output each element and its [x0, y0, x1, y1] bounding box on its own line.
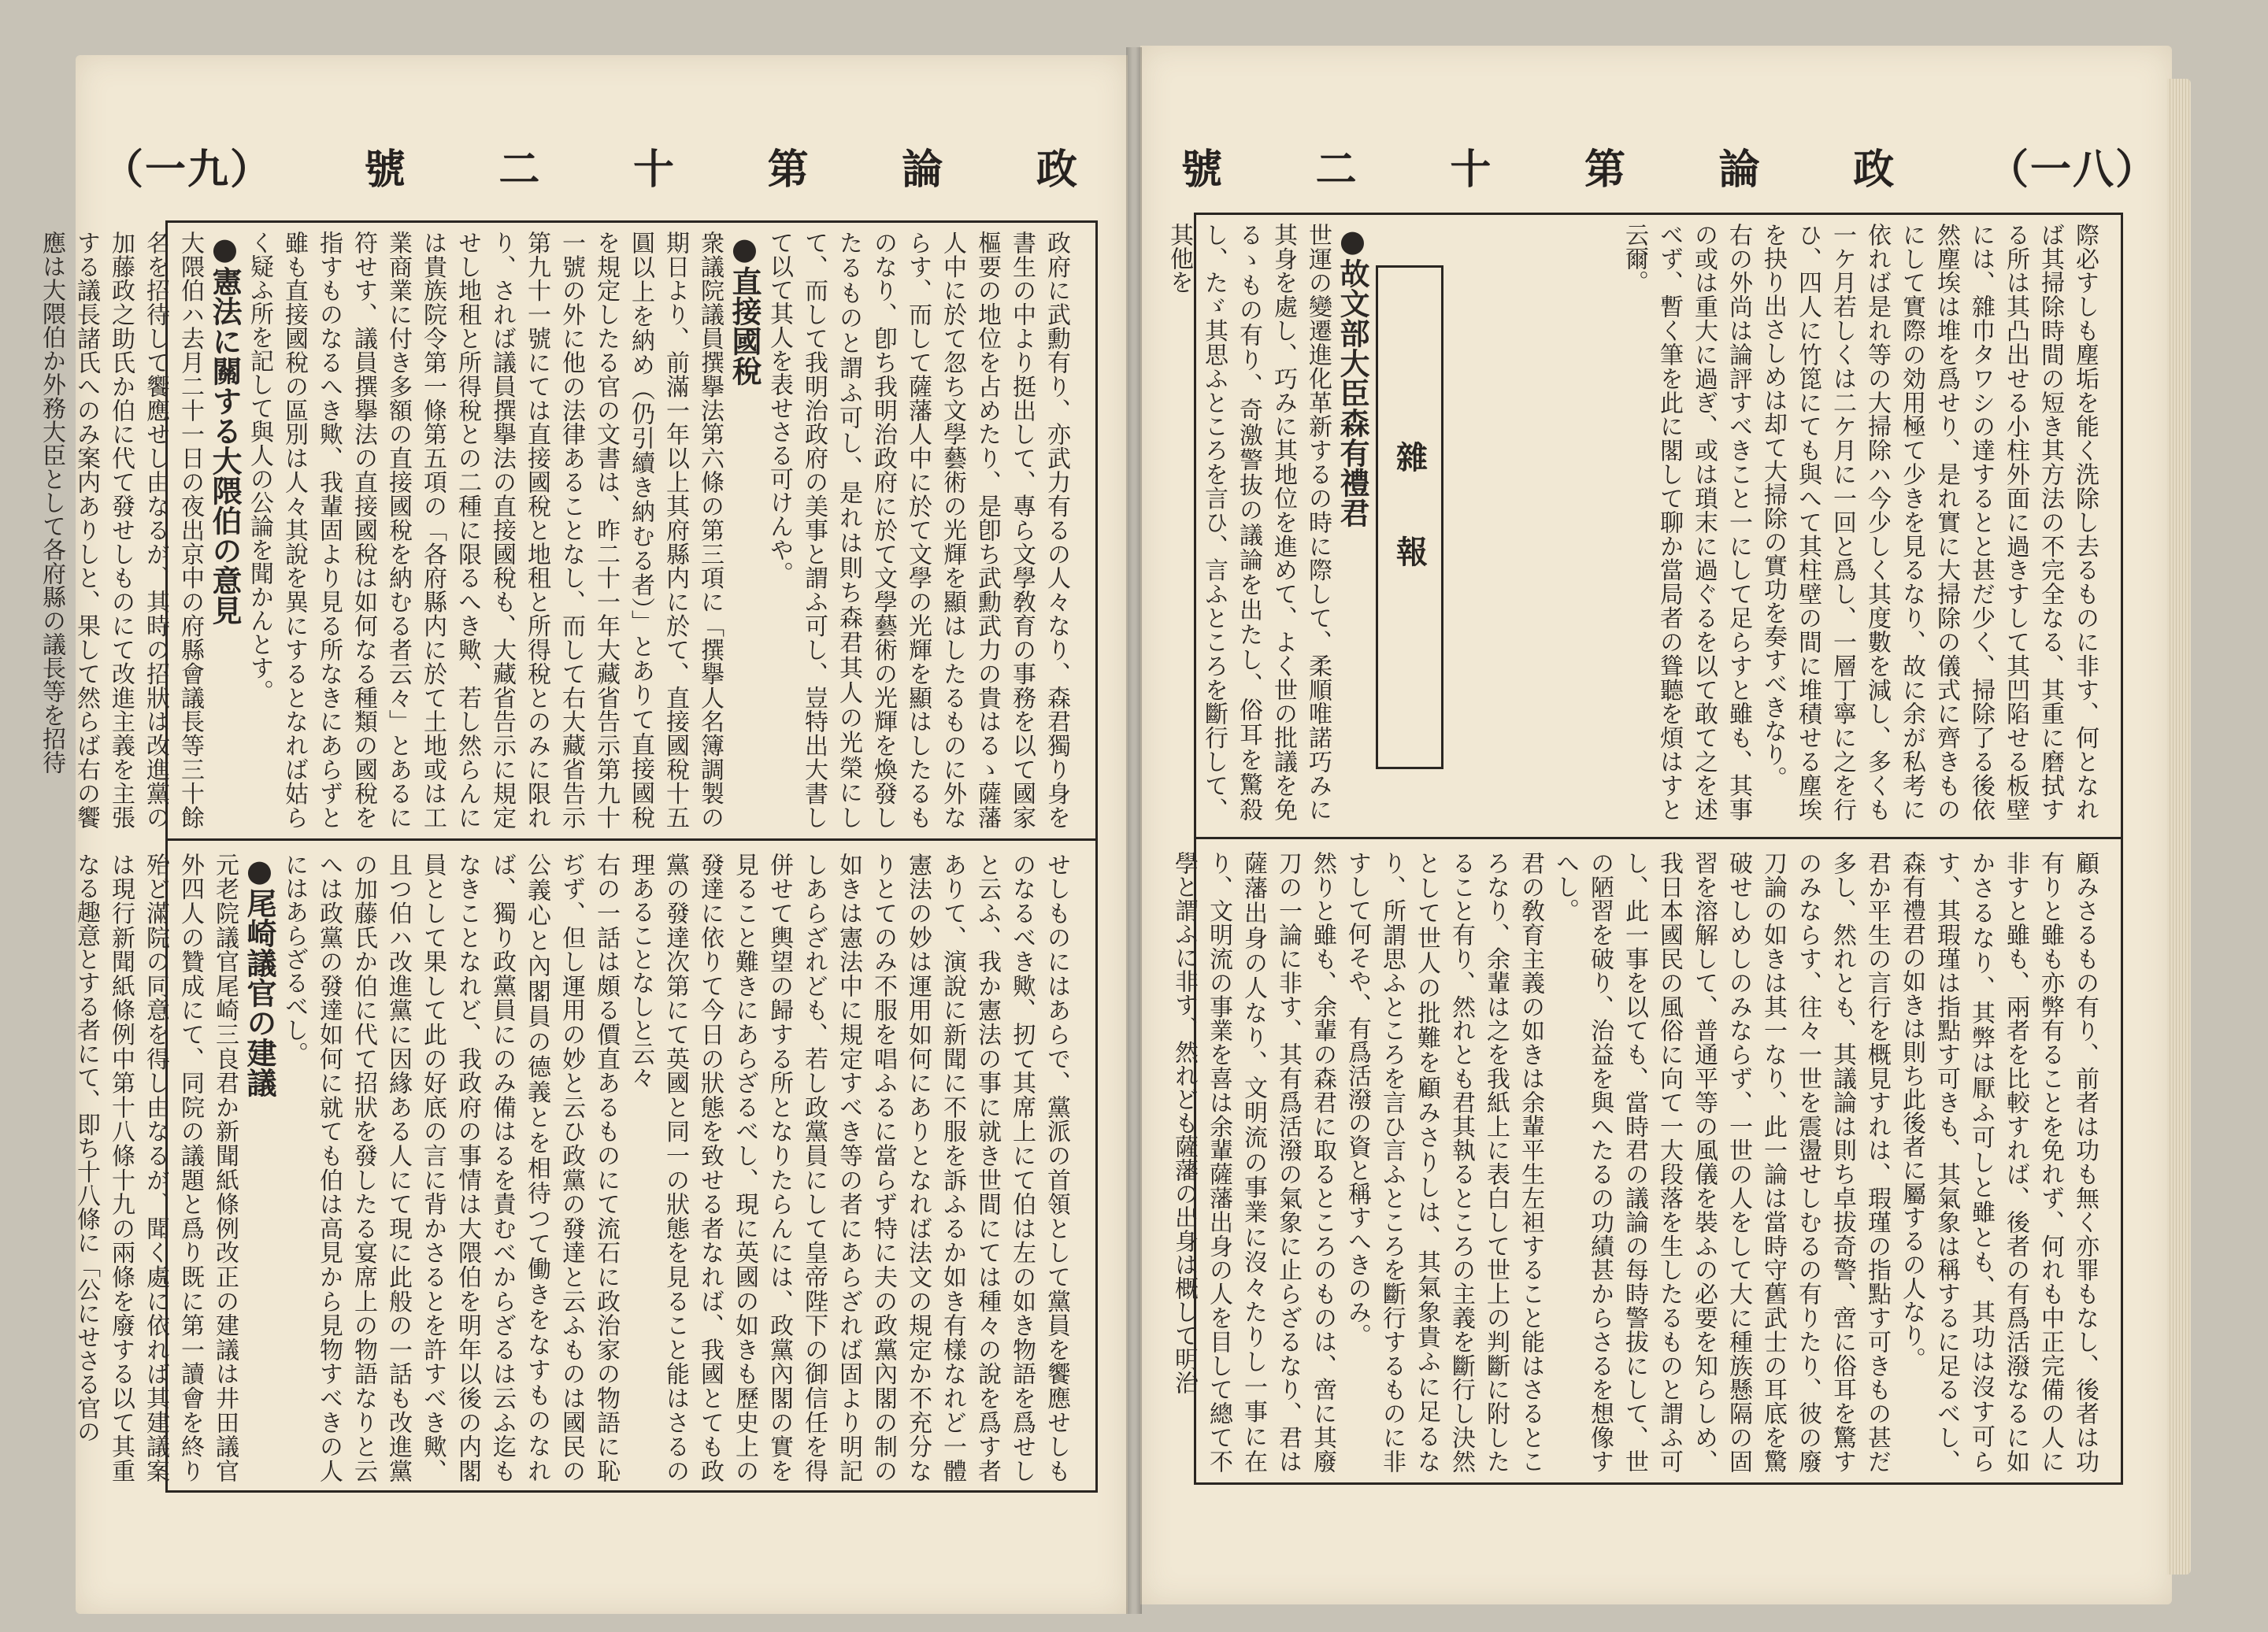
section-divider	[168, 838, 1095, 841]
header-char: 第	[1584, 145, 1627, 194]
section-divider	[1196, 837, 2121, 839]
page-number: （一九）	[102, 145, 273, 194]
left-bottom-column	[72, 853, 1073, 1482]
page-number: （一八）	[1987, 145, 2158, 194]
paragraph: 然りと雖も、余輩の森君に取るところのものは、啻に其廢刀の一論に非す、其有爲活潑の氣象に止らざるなり、君は薩藩出身の人なり、文明流の事業に沒々たりし一事に在り、文明流の事業を喜は余輩薩藩出身の人を目して總て不學と謂ふに非す、然れども薩藩の出身は概して明治	[1170, 851, 1336, 1474]
header-char: 十	[1450, 145, 1493, 194]
article-body: 衆議院議員撰擧法第六條の第三項に「撰擧人名簿調製の期日より、前滿一年以上其府縣内に於て、直接國稅十五圓以上を納め（仍引續き納むる者）」とありて直接國稅を規定したる官の文書は、昨二十一年大藏省告示第九十一號の外に他の法律あることなし、而して右大藏省告示第九十一號にては直接國稅と地租と所得稅とのみに限れり、されば議員撰擧法の直接國稅も、大藏省告示に規定せし地租と所得稅との二種に限るへき歟、若し然らんには貴族院令第一條第五項の「各府縣内に於て土地或は工業商業に付き多額の直接國稅を納むる者云々」とあるに符せす、議員撰擧法の直接國稅は如何なる種類の國稅を指すものなるへき歟、我輩固より見る所なきにあらずと雖も直接國稅の區別は人々其說を異にするとなれば姑らく疑ふ所を記して與人の公論を聞かんとす。	[246, 231, 724, 829]
header-char: 二	[498, 145, 542, 194]
article-body: 元老院議官尾崎三良君か新聞紙條例改正の建議は井田議官外四人の贊成にて、同院の議題と爲り既に第一讀會を終り殆ど滿院の同意を得し由なるが、聞く處に依れば其建議案は現行新聞紙條例中第十八條十九の兩條を廢する以て其重なる趣意とする者にて、即ち十八條に「公にせさる官の	[72, 853, 239, 1482]
article-heading: ●尾崎議官の建議	[242, 853, 277, 1097]
header-char: 號	[364, 145, 407, 194]
page-edges	[2167, 79, 2191, 1575]
right-top-article-column	[1166, 223, 1370, 821]
header-char: 政	[1036, 145, 1079, 194]
left-page-header	[102, 126, 1079, 205]
paragraph: 右の一話は頗る價直あるものにて流石に政治家の物語に恥ぢず、但し運用の妙と云ひ政黨の發達と云ふものは國民の公義心と內閣員の德義とを相待つて働きをなすものなれば、獨り政黨員にのみ備はるを責むべからざるは云ふ迄もなきことなれど、我政府の事情は大隈伯を明年以後の内閣員として果して此の好底の言に背かさるとを許すべき歟、且つ伯ハ改進黨に因緣ある人にて現に此般の一話も改進黨の加藤氏か伯に代て招狀を發したる宴席上の物語なりと云へは政黨の發達如何に就ても伯は高見から見物すべきの人にはあらざるべし。	[280, 853, 620, 1482]
right-top-column	[1440, 223, 2102, 821]
paragraph: 右の外尚は論評すべきこと一にして足らすと雖も、其事の或は重大に過ぎ、或は瑣末に過ぐるを以て敢て之を述べず、暫く筆を此に閣して聊か當局者の聳聽を煩はすと云爾。	[1621, 223, 1752, 821]
article-heading: ●憲法に關する大隈伯の意見	[207, 231, 243, 625]
book-gutter	[1126, 47, 1142, 1614]
section-label: 雜 報	[1391, 441, 1429, 583]
header-char: 十	[632, 145, 676, 194]
header-char: 論	[1718, 145, 1762, 194]
header-char: 論	[902, 145, 945, 194]
header-char: 政	[1853, 145, 1896, 194]
left-top-column	[38, 231, 1073, 830]
header-char: 二	[1315, 145, 1358, 194]
paragraph: 君の敎育主義の如きは余輩平生左袒すること能はさるところなり、余輩は之を我紙上に表白して世上の判斷に附したること有り、然れとも君其執るところの主義を斷行し決然として世人の批難を顧みさりしは、其氣象貴ふに足るなり、所謂思ふところを言ひ言ふところを斷行するものに非すして何そや、有爲活潑の資と稱すへきのみ。	[1343, 851, 1544, 1473]
paragraph: 君か平生の言行を概見すれは、瑕瑾の指點す可きもの甚だ多し、然れとも、其議論は則ち卓拔奇警、啻に俗耳を驚すのみならす、往々一世を震盪せしむるの有りたり、彼の廢刀論の如きは其一なり、此一論は當時守舊武士の耳底を驚破せしめしのみならず、一世の人をして大に種族懸隔の固習を溶解して、普通平等の風儀を裝ふの必要を知らしめ、我日本國民の風俗に向て一大段落を生したるものと謂ふ可し、此一事を以ても、當時君の議論の每時警拔にして、世の陋習を破り、治益を與へたるの功績甚からさるを想像すへし。	[1551, 851, 1891, 1474]
paragraph: 顧みさるもの有り、前者は功も無く亦罪もなし、後者は功有りと雖も亦弊有ることを免れず、何れも中正完備の人に非すと雖も、兩者を比較すれば、後者の有爲活潑なるに如かさるなり、其弊は厭ふ可しと雖とも、其功は沒す可らす、其瑕瑾は指點す可きも、其氣象は稱するに足るべし、森有禮君の如きは則ち此後者に屬するの人なり。	[1898, 851, 2099, 1474]
right-text-frame	[1166, 213, 2123, 1485]
left-text-frame	[38, 220, 1098, 1493]
paragraph: 政府に武勳有り、亦武力有るの人々なり、森君獨り身を書生の中より挺出して、專ら文學敎育の事務を以て國家樞要の地位を占めたり、是卽ち武勳武力の貴はるゝ薩藩人中に於て忽ち文學藝術の光輝を顯はしたるものに外ならす、而して薩藩人中に於て文學の光輝を顯はしたるものなり、卽ち我明治政府に於て文學藝術の光輝を煥發したるものと謂ふ可し、是れは則ち森君其人の光榮にして、而して我明治政府の美事と謂ふ可し、豈特出大書して以て其人を表せさる可けんや。	[765, 231, 1070, 830]
paragraph: せしものにはあらで、黨派の首領として黨員を饗應せしものなるべき歟、扨て其席上にて伯は左の如き物語を爲せしと云ふ、我か憲法の事に就き世間にては種々の說を爲す者ありて、演說に新聞に不服を訴ふるか如き有樣なれど一體憲法の妙は運用如何にありとなれば法文の規定か不充分なりとてのみ不服を唱ふるに當らず特に夫の政黨內閣の制の如きは憲法中に規定すべき等の者にあらざれば固より明記しあらざれども、若し政黨員にして皇帝陛下の御信任を得併せて輿望の歸する所となりたらんには、政黨內閣の實を見ること難きにあらざるべし、現に英國の如きも歷史上の發達に依りて今日の狀態を致せる者なれば、我國とても政黨の發達次第にて英國と同一の狀態を見ること能はさるの理あることなしと云々	[627, 853, 1070, 1482]
article-body: 大隈伯ハ去月二十一日の夜出京中の府縣會議長等三十餘名を招待して饗應せし由なるが、其時の招狀は改進黨の加藤政之助氏か伯に代て發せしものにて改進主義を主張する議長諸氏へのみ案内ありしと、果して然らば右の饗應は大隈伯か外務大臣として各府縣の議長等を招待	[38, 231, 204, 829]
section-label-box	[1376, 265, 1443, 769]
article-body: 世運の變遷進化革新するの時に際して、柔順唯諾巧みに其身を處し、巧みに其地位を進めて、よく世の批議を免るゝもの有り、奇激警抜の議論を出たし、俗耳を驚殺し、たゞ其思ふところを言ひ、言ふところを斷行して、其他を	[1166, 223, 1332, 821]
right-page-header	[1181, 126, 2158, 205]
paragraph: 際必すしも塵垢を能く洗除し去るものに非す、何となれば其掃除時間の短き其方法の不完全なる、其重に磨拭する所は其凸出せる小柱外面に過きすして其凹陷せる板壁には、雜巾タワシの達するとと甚だ少く、掃除了る後依然塵埃は堆を爲せり、是れ實に大掃除の儀式に齊きものにして實際の効用極て少きを見るなり、故に余が私考に依れば是れ等の大掃除ハ今少しく其度數を減し、多くも一ケ月若しくは二ケ月に一回と爲し、一層丁寧に之を行ひ、四人に竹箆にても與へて其柱壁の間に堆積せる塵埃を抉り出さしめは却て大掃除の實功を奏すべきなり。	[1759, 223, 2099, 822]
header-char: 第	[767, 145, 810, 194]
right-bottom-column	[1170, 851, 2102, 1474]
article-heading: ●故文部大臣森有禮君	[1335, 223, 1370, 527]
article-heading: ●直接國稅	[727, 231, 762, 386]
header-char: 號	[1181, 145, 1225, 194]
